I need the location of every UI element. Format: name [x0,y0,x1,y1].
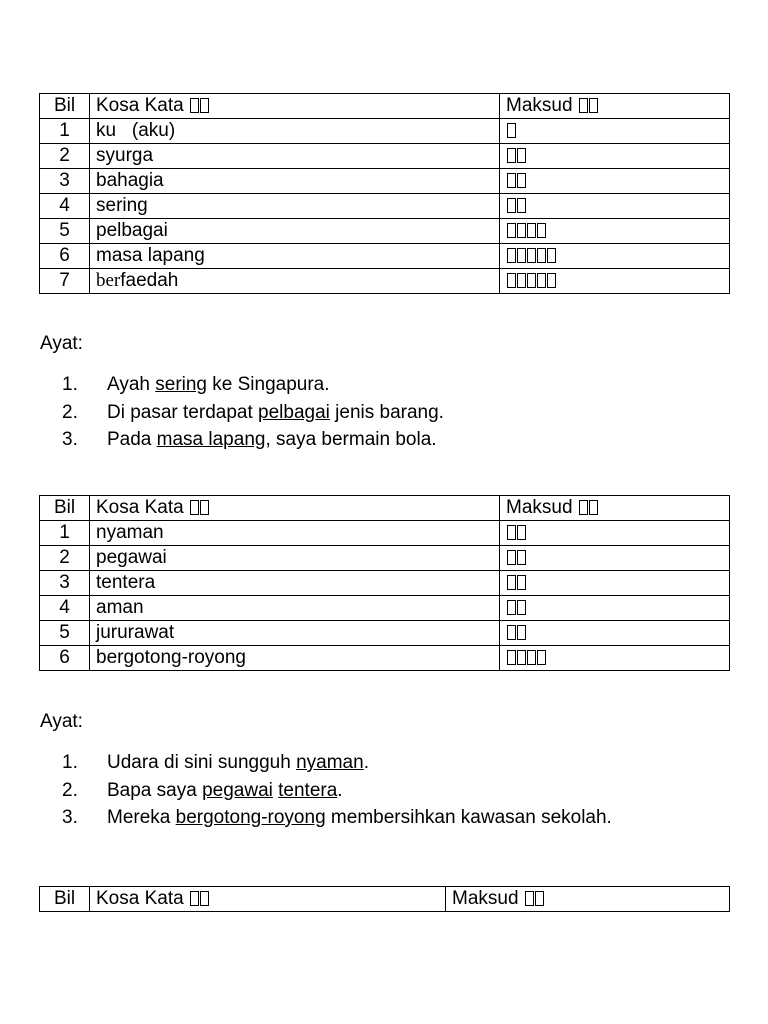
row-kosa-kata: ku (aku) [90,119,500,144]
missing-glyph-boxes [189,497,209,518]
row-kosa-kata: bahagia [90,169,500,194]
missing-glyph-box [525,891,534,906]
row-maksud [500,269,730,294]
missing-glyph-box [507,148,516,163]
missing-glyph-box [190,891,199,906]
row-maksud [500,194,730,219]
missing-glyph-boxes [506,245,556,266]
table-row [40,521,730,546]
row-kosa-kata: syurga [90,144,500,169]
missing-glyph-box [200,500,209,515]
missing-glyph-box [517,575,526,590]
missing-glyph-box [517,600,526,615]
row-maksud [500,621,730,646]
table-row [40,244,730,269]
underlined-word: bergotong-royong [175,807,326,828]
missing-glyph-box [517,148,526,163]
list-item: 2. Bapa saya pegawai tentera. [62,779,343,801]
missing-glyph-box [537,650,546,665]
row-maksud [500,144,730,169]
row-bil: 3 [40,571,90,596]
missing-glyph-box [579,98,588,113]
header-maksud: Maksud [446,887,730,912]
row-kosa-kata: bergotong-royong [90,646,500,671]
row-maksud [500,169,730,194]
sentence-list-1 [40,371,444,454]
missing-glyph-box [547,273,556,288]
missing-glyph-box [527,223,536,238]
row-kosa-kata: masa lapang [90,244,500,269]
row-maksud [500,596,730,621]
underlined-word: pegawai [202,779,273,801]
missing-glyph-box [517,173,526,188]
missing-glyph-box [507,550,516,565]
missing-glyph-box [517,525,526,540]
row-kosa-kata: pegawai [90,546,500,571]
missing-glyph-box [547,248,556,263]
row-bil: 4 [40,596,90,621]
table-row [40,621,730,646]
missing-glyph-box [537,273,546,288]
row-kosa-kata: sering [90,194,500,219]
table-row [40,646,730,671]
missing-glyph-box [507,223,516,238]
missing-glyph-box [507,123,516,138]
missing-glyph-boxes [506,572,526,593]
missing-glyph-box [589,98,598,113]
list-item: 1. Udara di sini sungguh nyaman. [62,752,369,773]
row-maksud [500,571,730,596]
table-row [40,596,730,621]
missing-glyph-box [507,650,516,665]
row-kosa-kata: pelbagai [90,219,500,244]
underlined-word: sering [155,374,207,395]
row-bil: 5 [40,219,90,244]
missing-glyph-box [200,891,209,906]
missing-glyph-box [190,98,199,113]
list-item: 2. Di pasar terdapat pelbagai jenis barang. [62,401,444,423]
missing-glyph-box [507,248,516,263]
row-bil: 2 [40,144,90,169]
missing-glyph-boxes [506,220,546,241]
list-item: 3. Mereka bergotong-royong membersihkan kawasan sekolah. [62,807,612,828]
missing-glyph-box [537,248,546,263]
row-kosa-kata: tentera [90,571,500,596]
missing-glyph-box [517,198,526,213]
row-bil: 6 [40,244,90,269]
row-kosa-kata: aman [90,596,500,621]
missing-glyph-box [527,248,536,263]
missing-glyph-box [507,600,516,615]
missing-glyph-box [507,173,516,188]
table-header-row [40,94,730,119]
vocab-table-1 [39,93,730,294]
row-bil: 6 [40,646,90,671]
table-header-row [40,496,730,521]
missing-glyph-box [535,891,544,906]
table-row [40,119,730,144]
missing-glyph-box [507,575,516,590]
missing-glyph-box [517,273,526,288]
missing-glyph-box [507,525,516,540]
vocab-table-3 [39,886,730,912]
missing-glyph-boxes [506,270,556,291]
header-kosa-kata: Kosa Kata [90,94,500,119]
row-maksud [500,119,730,144]
missing-glyph-box [507,198,516,213]
missing-glyph-box [507,273,516,288]
table-header-row [40,887,730,912]
missing-glyph-box [517,625,526,640]
missing-glyph-boxes [578,497,598,518]
underlined-word: tentera [278,779,338,801]
missing-glyph-boxes [506,170,526,191]
header-maksud: Maksud [500,94,730,119]
header-bil: Bil [40,887,90,912]
missing-glyph-boxes [506,145,526,166]
table-row [40,169,730,194]
row-bil: 7 [40,269,90,294]
missing-glyph-box [507,625,516,640]
header-bil: Bil [40,94,90,119]
missing-glyph-box [589,500,598,515]
missing-glyph-boxes [578,95,598,116]
row-bil: 4 [40,194,90,219]
underlined-word: nyaman [296,752,364,773]
missing-glyph-box [527,650,536,665]
missing-glyph-box [517,650,526,665]
ayat-label: Ayat: [40,333,83,354]
missing-glyph-boxes [189,95,209,116]
missing-glyph-boxes [506,622,526,643]
kata-prefix: ber [96,270,121,291]
missing-glyph-box [517,550,526,565]
header-bil: Bil [40,496,90,521]
missing-glyph-box [537,223,546,238]
row-maksud [500,219,730,244]
missing-glyph-box [200,98,209,113]
row-maksud [500,546,730,571]
underlined-word: pelbagai [258,401,330,423]
table-row [40,269,730,294]
table-row [40,571,730,596]
row-bil: 5 [40,621,90,646]
missing-glyph-boxes [506,195,526,216]
missing-glyph-box [190,500,199,515]
missing-glyph-box [517,223,526,238]
table-row [40,546,730,571]
header-kosa-kata: Kosa Kata [90,887,446,912]
row-bil: 1 [40,119,90,144]
missing-glyph-boxes [189,888,209,909]
header-maksud: Maksud [500,496,730,521]
row-bil: 3 [40,169,90,194]
table-row [40,219,730,244]
missing-glyph-boxes [506,120,516,141]
ayat-label: Ayat: [40,711,83,732]
missing-glyph-box [579,500,588,515]
missing-glyph-box [517,248,526,263]
row-bil: 2 [40,546,90,571]
list-item: 3. Pada masa lapang, saya bermain bola. [62,429,437,450]
sentence-list-2 [40,749,612,832]
row-kosa-kata: jururawat [90,621,500,646]
kata-stem: faedah [120,270,179,291]
row-kosa-kata: nyaman [90,521,500,546]
missing-glyph-boxes [506,547,526,568]
vocab-table-2 [39,495,730,671]
missing-glyph-box [527,273,536,288]
missing-glyph-boxes [506,522,526,543]
row-maksud [500,646,730,671]
row-kosa-kata [90,269,500,294]
table-row [40,194,730,219]
table-row [40,144,730,169]
row-maksud [500,244,730,269]
missing-glyph-boxes [506,647,546,668]
row-bil: 1 [40,521,90,546]
missing-glyph-boxes [524,888,544,909]
list-item: 1. Ayah sering ke Singapura. [62,374,330,395]
underlined-word: masa lapang [156,429,266,450]
row-maksud [500,521,730,546]
header-kosa-kata: Kosa Kata [90,496,500,521]
missing-glyph-boxes [506,597,526,618]
